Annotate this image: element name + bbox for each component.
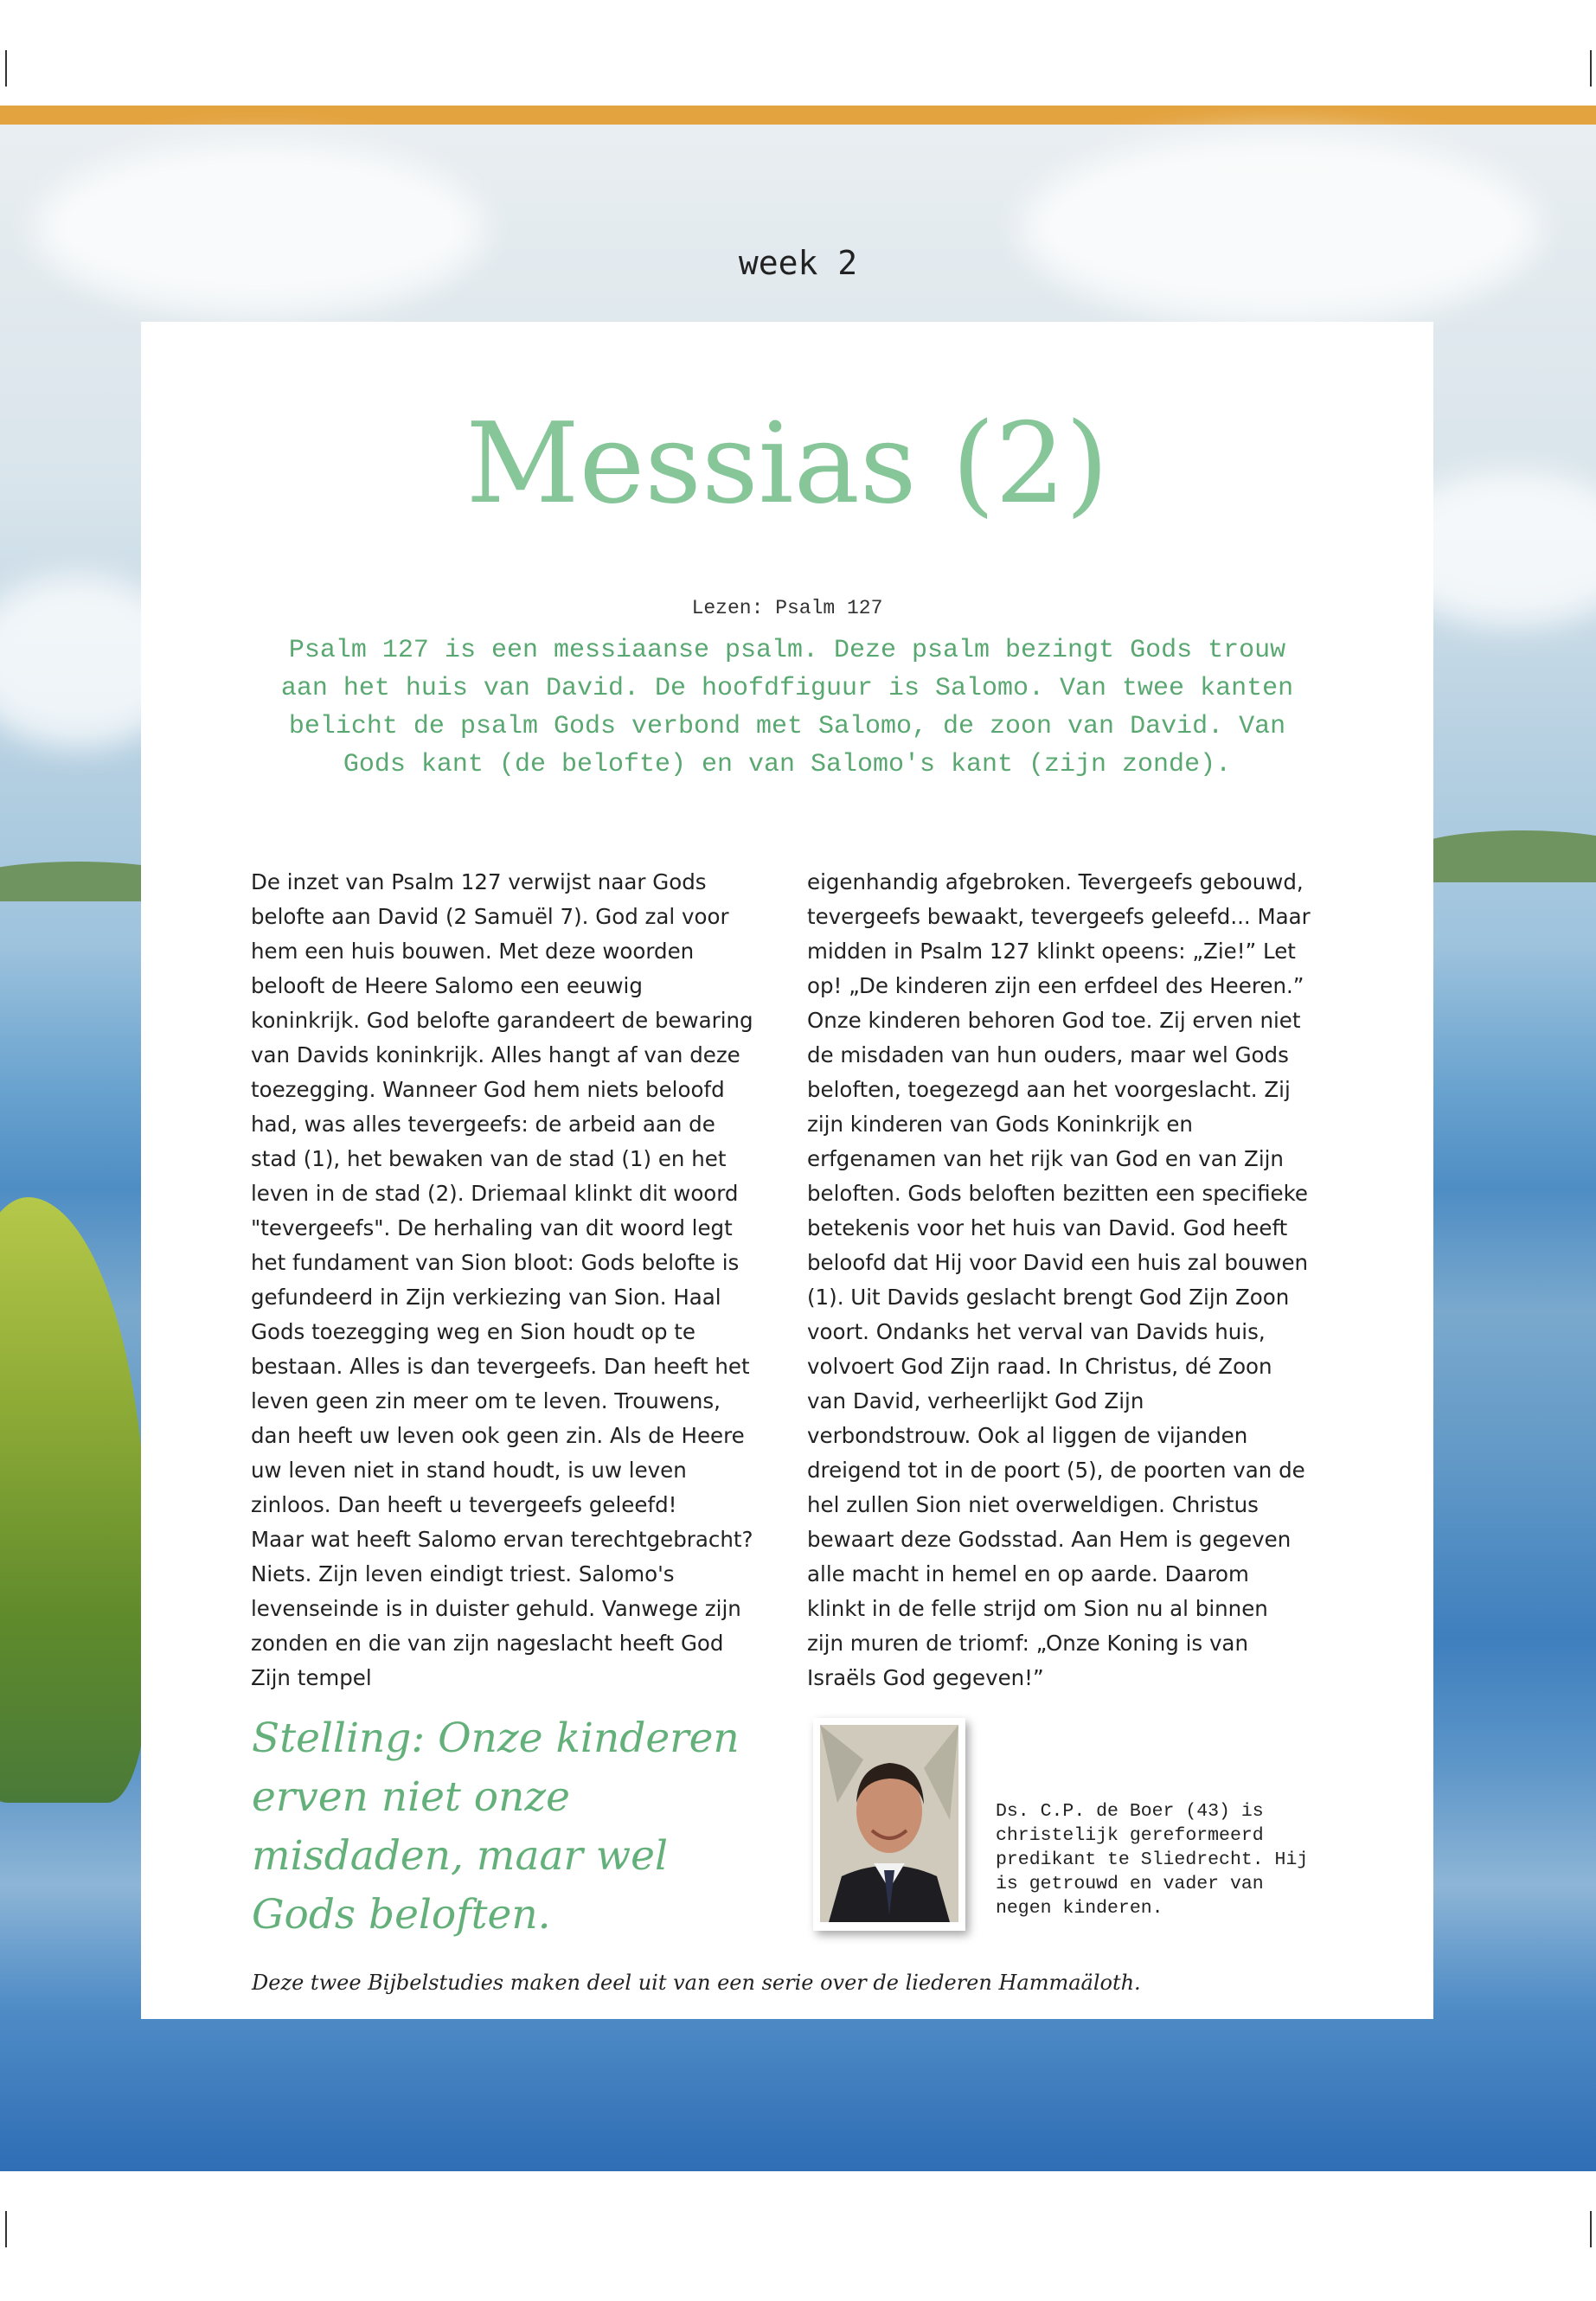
body-column-left [251, 865, 754, 1695]
stelling-quote: Stelling: Onze kinderen erven niet onze misdaden, maar wel Gods beloften. [252, 1715, 740, 1939]
body-paragraph: Maar wat heeft Salomo ervan terechtgebracht? Niets. Zijn leven eindigt triest. Salomo's levenseinde is in duister gehuld. Vanwege zijn zonden en die van zijn nageslacht heeft God Zijn tempel [251, 1527, 753, 1690]
body-column-right [807, 865, 1311, 1695]
article-intro: Psalm 127 is een messiaanse psalm. Deze psalm bezingt Gods trouw aan het huis van David. De hoofdfiguur is Salomo. Van twee kanten belicht de psalm Gods verbond met Salomo, de zoon van David. Van Gods kant (de belofte) en van Salomo's kant (zijn zonde). [280, 636, 1294, 779]
author-photo [813, 1718, 965, 1931]
reading-reference: Lezen: Psalm 127 [691, 597, 883, 619]
week-label: week 2 [738, 244, 858, 282]
author-bio: Ds. C.P. de Boer (43) is christelijk gereformeerd predikant te Sliedrecht. Hij is getrouwd en vader van negen kinderen. [996, 1801, 1309, 1919]
article-title: Messias (2) [465, 400, 1109, 529]
crop-mark-top-left [5, 50, 7, 87]
grass-tuft [0, 1197, 147, 1803]
crop-mark-bottom-right [1590, 2211, 1592, 2247]
crop-mark-top-right [1590, 50, 1592, 87]
body-paragraph: De inzet van Psalm 127 verwijst naar Gods belofte aan David (2 Samuël 7). God zal voor hem een huis bouwen. Met deze woorden belooft de Heere Salomo een eeuwig koninkrijk. God belofte garandeert de bewaring van Davids koninkrijk. Alles hangt af van deze toezegging. Wanneer God hem niets beloofd had, was alles tevergeefs: de arbeid aan de stad (1), het bewaken van de stad (1) en het leven in de stad (2). Driemaal klinkt dit woord "tevergeefs". De herhaling van dit woord legt het fundament van Sion bloot: Gods belofte is gefundeerd in Zijn verkiezing van Sion. Haal Gods toezegging weg en Sion houdt op te bestaan. Alles is dan tevergeefs. Dan heeft het leven geen zin meer om te leven. Trouwens, dan heeft uw leven ook geen zin. Als de Heere uw leven niet in stand houdt, is uw leven zinloos. Dan heeft u tevergeefs geleefd! [251, 869, 753, 1517]
top-accent-bar [0, 106, 1596, 125]
crop-mark-bottom-left [5, 2211, 7, 2247]
article-card [141, 322, 1433, 2019]
series-note: Deze twee Bijbelstudies maken deel uit van een serie over de liederen Hammaäloth. [252, 1971, 1141, 1995]
body-paragraph: eigenhandig afgebroken. Tevergeefs gebouwd, tevergeefs bewaakt, tevergeefs geleefd... Maar midden in Psalm 127 klinkt opeens: „Zie!” Let op! „De kinderen zijn een erfdeel des Heeren.” Onze kinderen behoren God toe. Zij erven niet de misdaden van hun ouders, maar wel Gods beloften, toegezegd aan het voorgeslacht. Zij zijn kinderen van Gods Koninkrijk en erfgenamen van het rijk van God en van Zijn beloften. Gods beloften bezitten een specifieke betekenis voor het huis van David. God heeft beloofd dat Hij voor David een huis zal bouwen (1). Uit Davids geslacht brengt God Zijn Zoon voort. Ondanks het verval van Davids huis, volvoert God Zijn raad. In Christus, dé Zoon van David, verheerlijkt God Zijn verbondstrouw. Ook al liggen de vijanden dreigend tot in de poort (5), de poorten van de hel zullen Sion niet overweldigen. Christus bewaart deze Godsstad. Aan Hem is gegeven alle macht in hemel en op aarde. Daarom klinkt in de felle strijd om Sion nu al binnen zijn muren de triomf: „Onze Koning is van Israëls God gegeven!” [807, 869, 1311, 1690]
portrait-image [820, 1725, 958, 1922]
